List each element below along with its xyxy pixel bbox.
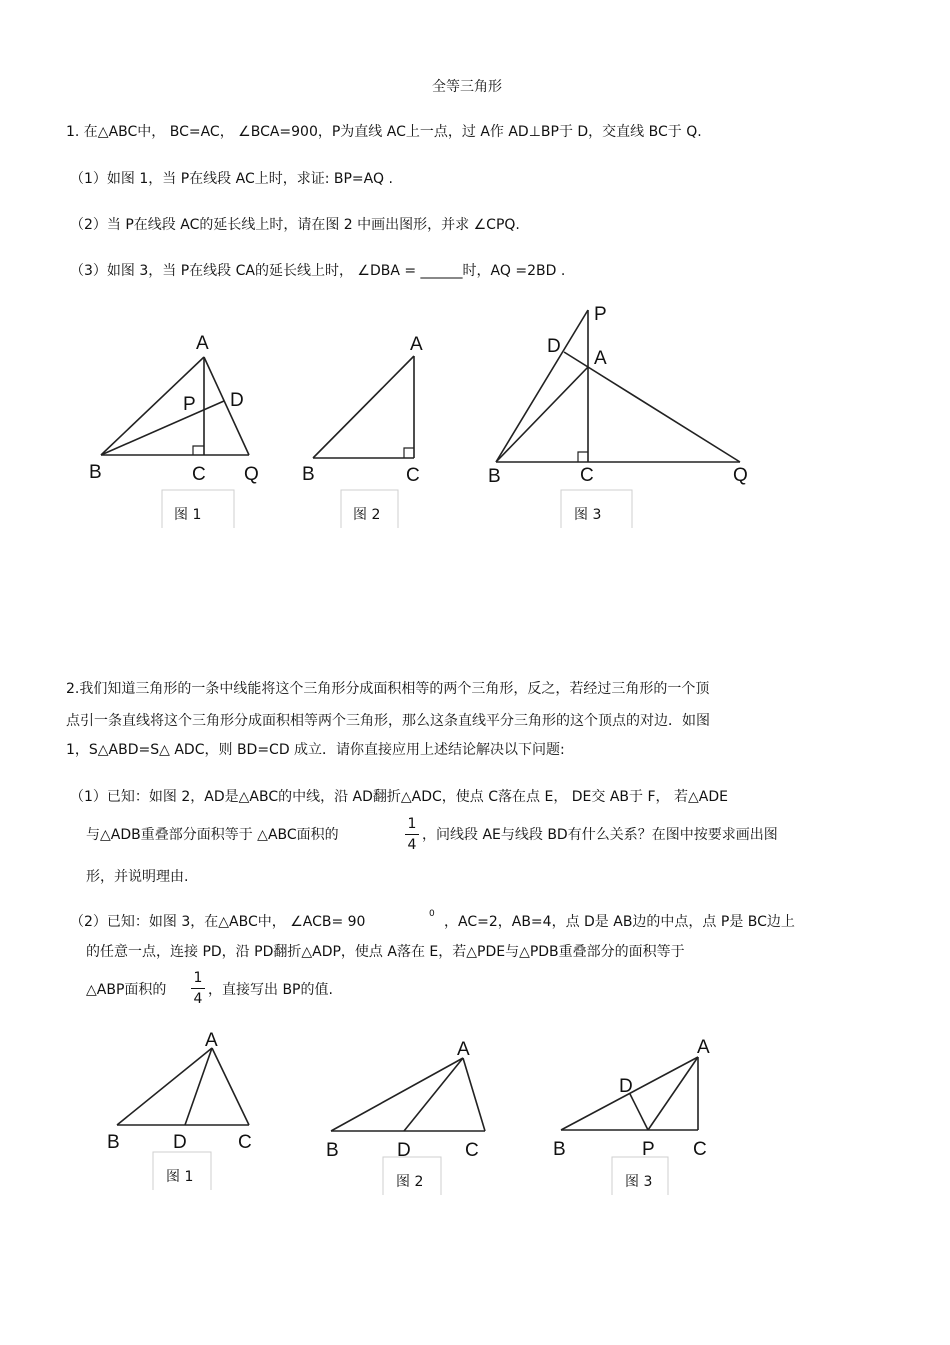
- fig2b-label-B: B: [326, 1140, 339, 1161]
- q2-part1-fraction: [405, 816, 419, 853]
- fig3a-label-B: B: [488, 466, 501, 487]
- q1-part3: （3）如图 3，当 P在线段 CA的延长线上时， ∠DBA = ______时，AQ =2BD .: [70, 263, 566, 279]
- q2-figure-3: [553, 1037, 710, 1195]
- fraction-numerator: 1: [193, 970, 203, 986]
- q2-part1-line1: （1）已知：如图 2，AD是△ABC的中线，沿 AD翻折△ADC，使点 C落在点 E， DE交 AB于 F， 若△ADE: [70, 789, 728, 805]
- q2-part2-line1b: ，AC=2，AB=4，点 D是 AB边的中点，点 P是 BC边上: [444, 914, 795, 930]
- q2-stem-line3: 1，S△ABD=S△ ADC，则 BD=CD 成立．请你直接应用上述结论解决以下问题:: [66, 742, 565, 758]
- fig3a-label-Q: Q: [733, 465, 748, 486]
- q2-part1-line3: 形，并说明理由.: [86, 869, 189, 885]
- fig3b-label-A: A: [697, 1037, 710, 1058]
- fig3b-caption: 图 3: [625, 1174, 653, 1190]
- q2-part1-line2b: ，问线段 AE与线段 BD有什么关系？在图中按要求画出图: [422, 827, 778, 843]
- page-title: 全等三角形: [432, 79, 502, 95]
- fig1a-label-Q: Q: [244, 464, 259, 485]
- q2-figure-1: [107, 1030, 252, 1190]
- fig3b-label-C: C: [693, 1139, 707, 1160]
- fig2b-label-C: C: [465, 1140, 479, 1161]
- q2-part2-line2: 的任意一点，连接 PD，沿 PD翻折△ADP，使点 A落在 E，若△PDE与△PDB重叠部分的面积等于: [86, 944, 685, 960]
- fig2b-caption: 图 2: [396, 1174, 424, 1190]
- fig2a-label-A: A: [410, 334, 423, 355]
- fig1b-caption: 图 1: [166, 1169, 194, 1185]
- fig3a-caption: 图 3: [574, 507, 602, 523]
- q1-part1: （1）如图 1，当 P在线段 AC上时，求证: BP=AQ .: [70, 171, 393, 187]
- q2-part2-degree-sup: 0: [429, 909, 435, 919]
- q1-stem: 1. 在△ABC中， BC=AC， ∠BCA=900，P为直线 AC上一点，过 A作 AD⊥BP于 D，交直线 BC于 Q.: [66, 124, 702, 140]
- fig1b-label-D: D: [173, 1132, 187, 1153]
- q1-part2: （2）当 P在线段 AC的延长线上时，请在图 2 中画出图形，并求 ∠CPQ.: [70, 217, 520, 233]
- fig2a-label-C: C: [406, 465, 420, 486]
- q2-part1-line2a: 与△ADB重叠部分面积等于 △ABC面积的: [86, 827, 339, 843]
- fig1a-label-C: C: [192, 464, 206, 485]
- q2-part2-line1a: （2）已知：如图 3，在△ABC中， ∠ACB= 90: [70, 914, 366, 930]
- fig1b-label-A: A: [205, 1030, 218, 1051]
- fig1a-label-P: P: [183, 394, 196, 415]
- fig2a-label-B: B: [302, 464, 315, 485]
- fig2a-caption: 图 2: [353, 507, 381, 523]
- fraction-numerator: 1: [407, 816, 417, 832]
- fraction-denominator: 4: [193, 991, 203, 1007]
- q1-figure-1: [89, 333, 259, 528]
- q2-part2-fraction: [191, 970, 205, 1007]
- fig3b-label-B: B: [553, 1139, 566, 1160]
- q2-part2-line3a: △ABP面积的: [86, 982, 167, 998]
- fig1a-label-B: B: [89, 462, 102, 483]
- q1-figure-3: [488, 304, 748, 528]
- fig1a-caption: 图 1: [174, 507, 202, 523]
- q2-stem-line2: 点引一条直线将这个三角形分成面积相等两个三角形，那么这条直线平分三角形的这个顶点的对边．如图: [66, 713, 710, 729]
- fig3a-label-A: A: [594, 348, 607, 369]
- fig3b-label-P: P: [642, 1139, 655, 1160]
- fig3b-label-D: D: [619, 1076, 633, 1097]
- fraction-denominator: 4: [407, 837, 417, 853]
- q2-figure-2: [326, 1039, 485, 1195]
- q2-stem-line1: 2.我们知道三角形的一条中线能将这个三角形分成面积相等的两个三角形，反之，若经过三角形的一个顶: [66, 681, 710, 697]
- fig3a-label-C: C: [580, 465, 594, 486]
- fig2b-label-D: D: [397, 1140, 411, 1161]
- fig3a-label-P: P: [594, 304, 607, 325]
- fig1a-label-D: D: [230, 390, 244, 411]
- q2-part2-line3b: ，直接写出 BP的值.: [208, 982, 333, 998]
- q1-figure-2: [302, 334, 423, 528]
- fig3a-label-D: D: [547, 336, 561, 357]
- fig1b-label-C: C: [238, 1132, 252, 1153]
- fig1a-label-A: A: [196, 333, 209, 354]
- fig2b-label-A: A: [457, 1039, 470, 1060]
- fig1b-label-B: B: [107, 1132, 120, 1153]
